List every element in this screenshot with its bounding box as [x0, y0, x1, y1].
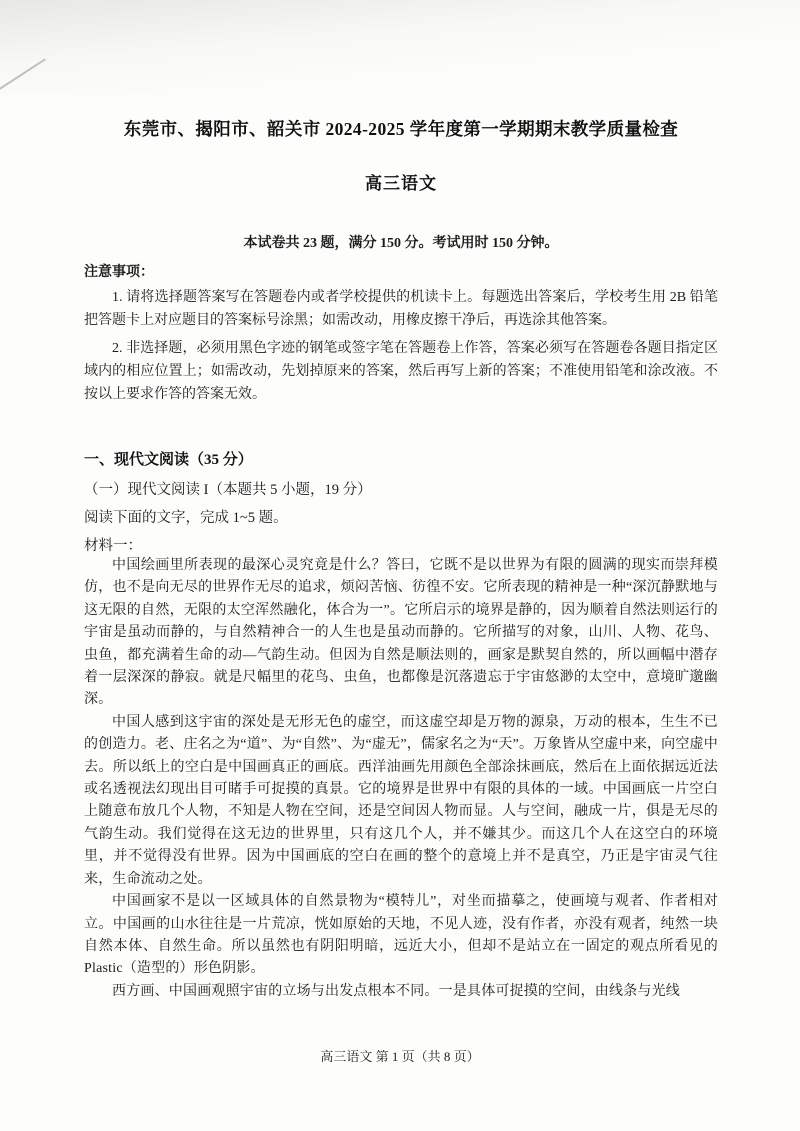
- body-paragraph-3: 中国画家不是以一区域具体的自然景物为“模特儿”，对坐而描摹之，使画境与观者、作者相对立。中国画的山水往往是一片荒凉，恍如原始的天地，不见人迹，没有作者，亦没有观者，纯然一块自然本体、自然生命。所以虽然也有阴阳明暗，远近大小，但却不是站立在一固定的观点所看见的 Plastic（造型的）形色阴影。: [84, 894, 718, 977]
- exam-info: 本试卷共 23 题，满分 150 分。考试用时 150 分钟。: [243, 236, 559, 251]
- section-heading: 一、现代文阅读（35 分）: [84, 452, 253, 468]
- body-paragraph-4: 西方画、中国画观照宇宙的立场与出发点根本不同。一是具体可捉摸的空间，由线条与光线: [112, 983, 680, 999]
- reading-instruction: 阅读下面的文字，完成 1~5 题。: [84, 510, 288, 526]
- body-paragraph-1: 中国绘画里所表现的最深心灵究竟是什么？答曰，它既不是以世界为有限的圆满的现实而崇拜模仿，也不是向无尽的世界作无尽的追求，烦闷苦恼、彷徨不安。它所表现的精神是一种“深沉静默地与这无限的自然，无限的太空浑然融化，体合为一”。它所启示的境界是静的，因为顺着自然法则运行的宇宙是虽动而静的，与自然精神合一的人生也是虽动而静的。它所描写的对象，山川、人物、花鸟、虫鱼，都充满着生命的动—气韵生动。但因为自然是顺法则的，画家是默契自然的，所以画幅中潜存着一层深深的静寂。就是尺幅里的花鸟、虫鱼，也都像是沉落遗忘于宇宙悠渺的太空中，意境旷邈幽深。: [84, 558, 718, 708]
- notice-heading: 注意事项：: [84, 265, 154, 280]
- exam-title: 东莞市、揭阳市、韶关市 2024-2025 学年度第一学期期末教学质量检查: [123, 119, 679, 139]
- page-footer: 高三语文 第 1 页（共 8 页）: [320, 1049, 480, 1064]
- notice-item-1: 1. 请将选择题答案写在答题卷内或者学校提供的机读卡上。每题选出答案后，学校考生用 2B 铅笔把答题卡上对应题目的答案标号涂黑；如需改动，用橡皮擦干净后，再选涂其他答案。: [84, 290, 718, 328]
- subsection-heading: （一）现代文阅读 I（本题共 5 小题，19 分）: [84, 482, 372, 498]
- notice-item-2: 2. 非选择题，必须用黑色字迹的钢笔或签字笔在答题卷上作答，答案必须写在答题卷各题目指定区域内的相应位置上；如需改动，先划掉原来的答案，然后再写上新的答案；不准使用铅笔和涂改液。不按以上要求作答的答案无效。: [84, 341, 718, 402]
- material-label: 材料一：: [84, 538, 142, 554]
- exam-subject: 高三语文: [365, 174, 437, 193]
- body-paragraph-2: 中国人感到这宇宙的深处是无形无色的虚空，而这虚空却是万物的源泉，万动的根本，生生不已的创造力。老、庄名之为“道”、为“自然”、为“虚无”，儒家名之为“天”。万象皆从空虚中来，向空虚中去。所以纸上的空白是中国画真正的画底。西洋油画先用颜色全部涂抹画底，然后在上面依据远近法或名透视法幻现出目可睹手可捉摸的真景。它的境界是世界中有限的具体的一域。中国画底一片空白上随意布放几个人物，不知是人物在空间，还是空间因人物而显。人与空间，融成一片，俱是无尽的气韵生动。我们觉得在这无边的世界里，只有这几个人，并不嫌其少。而这几个人在这空白的环境里，并不觉得没有世界。因为中国画底的空白在画的整个的意境上并不是真空，乃正是宇宙灵气往来，生命流动之处。: [84, 714, 718, 887]
